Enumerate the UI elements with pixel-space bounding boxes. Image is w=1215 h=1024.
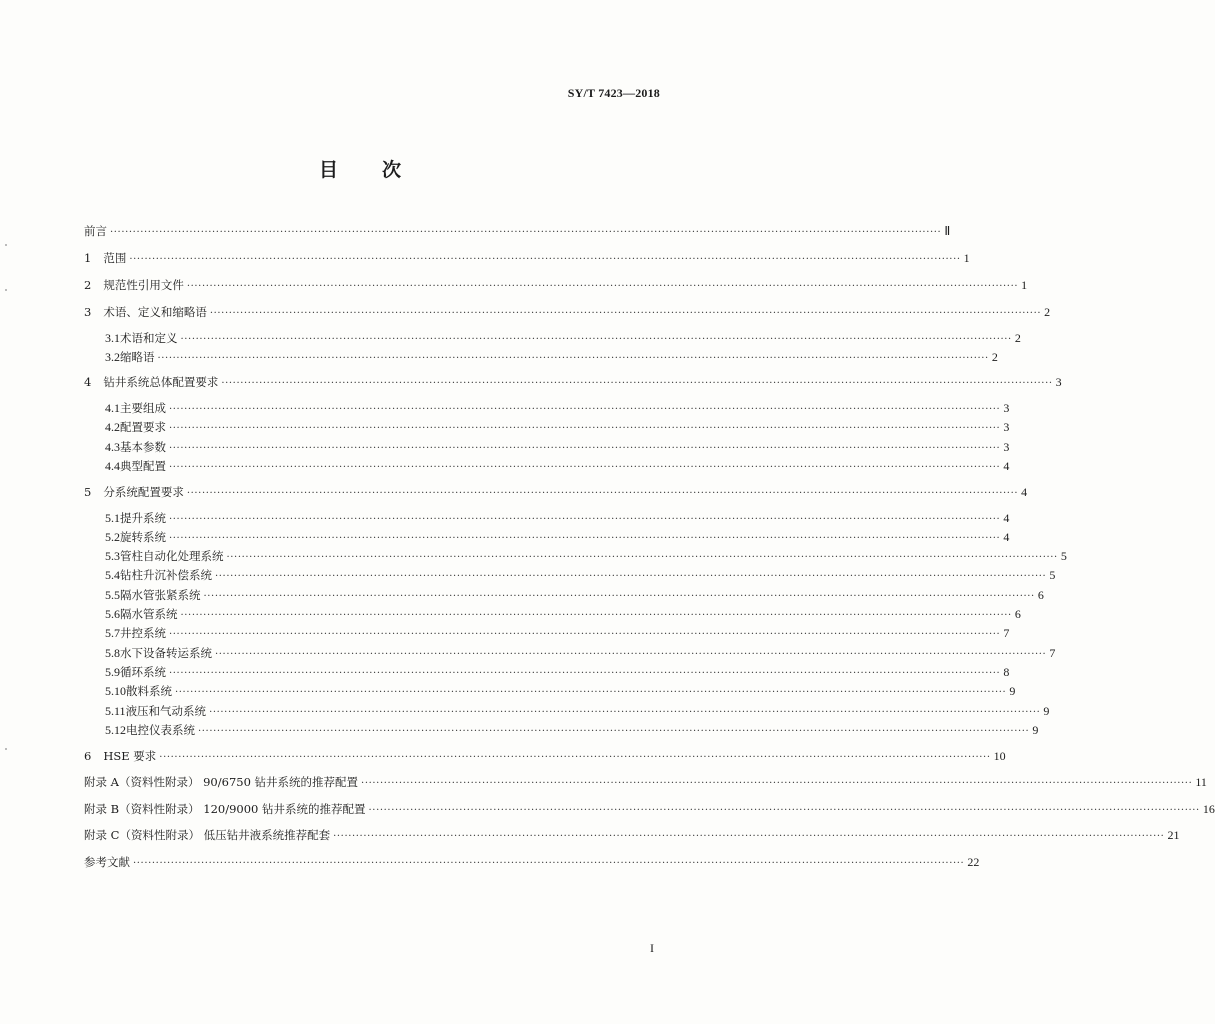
dot-leader: ···························································································································································································································· bbox=[198, 726, 1030, 737]
dot-leader: ···························································································································································································································· bbox=[133, 858, 965, 869]
page-title bbox=[0, 155, 720, 182]
toc-entry-page: 9 bbox=[1032, 723, 1039, 737]
scan-speck bbox=[5, 244, 7, 246]
toc-entry[interactable] bbox=[105, 605, 1021, 623]
dot-leader: ···························································································································································································································· bbox=[333, 831, 1165, 842]
toc-entry-number: 5.9 bbox=[105, 665, 120, 679]
toc-entry-number: 5.1 bbox=[105, 511, 120, 525]
toc-entry-label: 术语和定义 bbox=[120, 331, 178, 345]
toc-entry[interactable] bbox=[84, 249, 970, 267]
toc-entry[interactable] bbox=[84, 747, 1006, 765]
toc-entry[interactable] bbox=[84, 773, 1207, 791]
toc-entry-label: 液压和气动系统 bbox=[125, 704, 207, 718]
toc-entry[interactable] bbox=[84, 373, 1062, 391]
toc-entry-label: 典型配置 bbox=[120, 459, 166, 473]
toc-entry[interactable] bbox=[84, 853, 980, 871]
toc-entry-number: 5.12 bbox=[105, 723, 126, 737]
toc-entry-number: 5.11 bbox=[105, 704, 126, 718]
dot-leader: ···························································································································································································································· bbox=[361, 778, 1193, 789]
toc-entry[interactable] bbox=[84, 800, 1215, 818]
toc-entry-label: 参考文献 bbox=[84, 855, 130, 869]
toc-entry-label: 管柱自动化处理系统 bbox=[120, 549, 224, 563]
toc-entry-page: 9 bbox=[1043, 704, 1050, 718]
toc-entry[interactable] bbox=[105, 547, 1067, 565]
toc-entry-label: 附录 B（资料性附录） 120/9000 钻井系统的推荐配置 bbox=[84, 802, 366, 816]
standard-code: SY/T 7423—2018 bbox=[567, 86, 660, 100]
toc-entry[interactable] bbox=[105, 702, 1050, 720]
toc-entry-page: 9 bbox=[1009, 684, 1016, 698]
toc-entry[interactable] bbox=[105, 399, 1010, 417]
scan-speck bbox=[5, 289, 7, 291]
dot-leader: ···························································································································································································································· bbox=[203, 591, 1035, 602]
toc-entry-number: 1 bbox=[84, 251, 92, 265]
toc-entry-label: 水下设备转运系统 bbox=[120, 646, 212, 660]
dot-leader: ···························································································································································································································· bbox=[175, 687, 1007, 698]
dot-leader: ···························································································································································································································· bbox=[186, 488, 1019, 499]
toc-entry-page: 7 bbox=[1049, 646, 1056, 660]
toc-entry[interactable] bbox=[84, 826, 1180, 844]
toc-entry-number: 4.2 bbox=[105, 420, 120, 434]
dot-leader: ···························································································································································································································· bbox=[169, 533, 1001, 544]
dot-leader: ···························································································································································································································· bbox=[169, 443, 1001, 454]
toc-entry-label: 规范性引用文件 bbox=[103, 278, 184, 292]
toc-entry-page: 3 bbox=[1003, 401, 1010, 415]
toc-entry-page: 4 bbox=[1003, 511, 1010, 525]
toc-entry-number: 5.10 bbox=[105, 684, 126, 698]
dot-leader: ···························································································································································································································· bbox=[186, 281, 1019, 292]
dot-leader: ···························································································································································································································· bbox=[169, 423, 1001, 434]
toc-entry-label: 旋转系统 bbox=[120, 530, 166, 544]
toc-entry-page: 21 bbox=[1167, 828, 1180, 842]
toc-entry-page: 4 bbox=[1021, 485, 1028, 499]
toc-entry[interactable] bbox=[105, 586, 1044, 604]
dot-leader: ···························································································································································································································· bbox=[169, 404, 1001, 415]
toc-entry[interactable] bbox=[105, 457, 1010, 475]
toc-entry[interactable] bbox=[105, 644, 1056, 662]
toc-entry-page: 10 bbox=[993, 749, 1006, 763]
toc-entry-page: 2 bbox=[1014, 331, 1021, 345]
toc-entry-page: 1 bbox=[963, 251, 970, 265]
dot-leader: ···························································································································································································································· bbox=[169, 629, 1001, 640]
toc-entry[interactable] bbox=[84, 276, 1028, 294]
toc-entry-label: HSE 要求 bbox=[103, 749, 157, 763]
dot-leader: ···························································································································································································································· bbox=[110, 227, 942, 238]
toc-entry-label: 散料系统 bbox=[126, 684, 172, 698]
toc-entry[interactable] bbox=[84, 483, 1028, 501]
scan-speck bbox=[5, 748, 7, 750]
dot-leader: ···························································································································································································································· bbox=[169, 514, 1001, 525]
toc-entry-label: 配置要求 bbox=[120, 420, 166, 434]
toc-entry-label: 范围 bbox=[103, 251, 127, 265]
toc-entry-page: 6 bbox=[1014, 607, 1021, 621]
toc-entry-number: 4.4 bbox=[105, 459, 120, 473]
toc-entry-number: 4.3 bbox=[105, 440, 120, 454]
toc-entry[interactable] bbox=[105, 528, 1010, 546]
page-number: I bbox=[650, 941, 654, 955]
toc-entry-label: 钻柱升沉补偿系统 bbox=[120, 568, 212, 582]
toc-entry-label: 主要组成 bbox=[120, 401, 166, 415]
toc-entry[interactable] bbox=[84, 303, 1051, 321]
toc-entry-number: 2 bbox=[84, 278, 92, 292]
toc-entry-label: 井控系统 bbox=[120, 626, 166, 640]
toc-entry[interactable] bbox=[105, 624, 1010, 642]
dot-leader: ···························································································································································································································· bbox=[169, 668, 1001, 679]
toc-entry-number: 5.2 bbox=[105, 530, 120, 544]
dot-leader: ···························································································································································································································· bbox=[209, 707, 1041, 718]
dot-leader: ···························································································································································································································· bbox=[215, 649, 1047, 660]
toc-entry-page: 3 bbox=[1055, 375, 1062, 389]
toc-entry-page: 5 bbox=[1049, 568, 1056, 582]
toc-entry[interactable] bbox=[105, 438, 1010, 456]
toc-entry-number: 4 bbox=[84, 375, 92, 389]
dot-leader: ···························································································································································································································· bbox=[226, 552, 1058, 563]
toc-entry[interactable] bbox=[105, 682, 1016, 700]
toc-entry-label: 钻井系统总体配置要求 bbox=[103, 375, 219, 389]
toc-entry-label: 电控仪表系统 bbox=[126, 723, 195, 737]
toc-entry-number: 5.3 bbox=[105, 549, 120, 563]
toc-entry-page: 2 bbox=[1044, 305, 1051, 319]
toc-entry-number: 5.6 bbox=[105, 607, 120, 621]
dot-leader: ···························································································································································································································· bbox=[180, 334, 1012, 345]
toc-entry-number: 5.7 bbox=[105, 626, 120, 640]
toc-entry-page: 22 bbox=[967, 855, 980, 869]
toc-entry[interactable] bbox=[105, 509, 1010, 527]
toc-entry-page: 1 bbox=[1021, 278, 1028, 292]
dot-leader: ···························································································································································································································· bbox=[368, 805, 1200, 816]
dot-leader: ···························································································································································································································· bbox=[209, 308, 1042, 319]
toc-entry-page: 3 bbox=[1003, 420, 1010, 434]
toc-entry-page: 8 bbox=[1003, 665, 1010, 679]
toc-entry-page: 2 bbox=[991, 350, 998, 364]
toc-entry-number: 3.1 bbox=[105, 331, 120, 345]
toc-entry-label: 循环系统 bbox=[120, 665, 166, 679]
title-char-1: 目 bbox=[318, 159, 338, 181]
dot-leader: ···························································································································································································································· bbox=[129, 254, 961, 265]
toc-entry-number: 5 bbox=[84, 485, 92, 499]
toc-entry-page: 3 bbox=[1003, 440, 1010, 454]
toc-entry-label: 提升系统 bbox=[120, 511, 166, 525]
toc-entry-page: 6 bbox=[1037, 588, 1044, 602]
toc-entry-number: 5.5 bbox=[105, 588, 120, 602]
dot-leader: ···························································································································································································································· bbox=[157, 353, 989, 364]
toc-entry-number: 6 bbox=[84, 749, 92, 763]
toc-entry-page: 16 bbox=[1202, 802, 1215, 816]
toc-entry-label: 附录 A（资料性附录） 90/6750 钻井系统的推荐配置 bbox=[84, 775, 359, 789]
toc-entry-label: 隔水管系统 bbox=[120, 607, 178, 621]
toc-entry-page: 11 bbox=[1195, 775, 1207, 789]
toc-entry-number: 5.8 bbox=[105, 646, 120, 660]
toc-entry-page: Ⅱ bbox=[944, 224, 951, 238]
toc-entry-label: 术语、定义和缩略语 bbox=[103, 305, 207, 319]
toc-entry-label: 附录 C（资料性附录） 低压钻井液系统推荐配套 bbox=[84, 828, 331, 842]
toc-entry-label: 分系统配置要求 bbox=[103, 485, 184, 499]
toc-entry-label: 隔水管张紧系统 bbox=[120, 588, 201, 602]
toc-entry-page: 4 bbox=[1003, 459, 1010, 473]
dot-leader: ···························································································································································································································· bbox=[180, 610, 1012, 621]
toc-entry[interactable] bbox=[105, 418, 1010, 436]
dot-leader: ···························································································································································································································· bbox=[169, 462, 1001, 473]
toc-entry-number: 3.2 bbox=[105, 350, 120, 364]
toc-entry-number: 3 bbox=[84, 305, 92, 319]
toc-entry[interactable] bbox=[105, 566, 1056, 584]
toc-entry[interactable] bbox=[105, 721, 1039, 739]
toc-entry-label: 缩略语 bbox=[120, 350, 155, 364]
toc-entry-number: 4.1 bbox=[105, 401, 120, 415]
dot-leader: ···························································································································································································································· bbox=[159, 752, 991, 763]
title-char-2: 次 bbox=[382, 159, 402, 181]
toc-entry-page: 5 bbox=[1060, 549, 1067, 563]
dot-leader: ···························································································································································································································· bbox=[221, 378, 1053, 389]
toc-entry[interactable] bbox=[105, 329, 1021, 347]
toc-entry-page: 4 bbox=[1003, 530, 1010, 544]
toc-entry-label: 前言 bbox=[84, 224, 107, 238]
toc-entry[interactable] bbox=[105, 663, 1010, 681]
toc-entry-page: 7 bbox=[1003, 626, 1010, 640]
toc-entry[interactable] bbox=[105, 348, 998, 366]
dot-leader: ···························································································································································································································· bbox=[215, 571, 1047, 582]
toc-entry[interactable] bbox=[84, 222, 951, 240]
toc-entry-label: 基本参数 bbox=[120, 440, 166, 454]
toc-entry-number: 5.4 bbox=[105, 568, 120, 582]
